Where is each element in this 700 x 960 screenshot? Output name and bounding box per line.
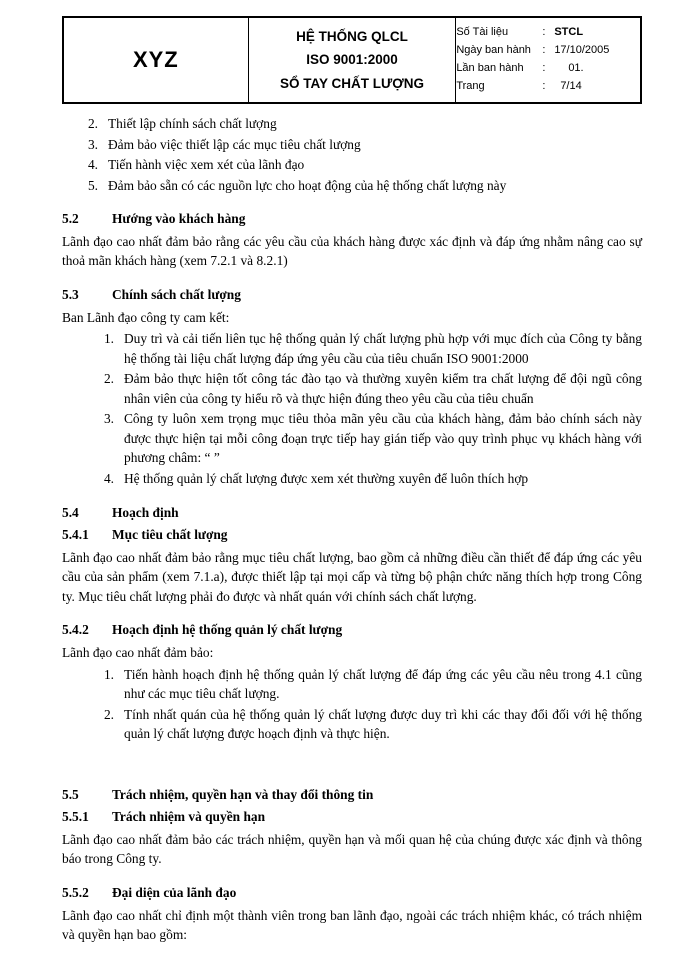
list-item-text: Thiết lập chính sách chất lượng [108, 116, 277, 131]
list-item-text: Tính nhất quán của hệ thống quản lý chất lượng được duy trì khi các thay đổi đối với hệ thống quản lý chất lượng được hoạch định và thực hiện. [124, 706, 642, 742]
section-body-5-5-1: Lãnh đạo cao nhất đảm bảo các trách nhiệm, quyền hạn và mối quan hệ của chúng được xác định và thông báo trong Công ty. [62, 831, 642, 867]
list-item-text: Đảm bảo việc thiết lập các mục tiêu chất lượng [108, 136, 361, 152]
list-item-text: Tiến hành hoạch định hệ thống quản lý chất lượng để đáp ứng các yêu cầu nêu trong 4.1 cũng như các mục tiêu chất lượng. [124, 666, 642, 702]
meta-colon-issue-number: : [542, 62, 546, 74]
meta-value-issue-number: 01. [568, 62, 584, 74]
list-item-text: Hệ thống quản lý chất lượng được xem xét thường xuyên để luôn thích hợp [124, 471, 529, 486]
section-heading-5-4 [62, 503, 642, 523]
meta-value-page: 7/14 [560, 79, 582, 92]
section-title-5-4: Hoạch định [112, 504, 179, 520]
list-item-marker: 1. [103, 331, 114, 347]
list-item [62, 176, 642, 196]
section-title-5-5-1: Trách nhiệm và quyền hạn [112, 809, 266, 825]
header-title-line-2: ISO 9001:2000 [306, 52, 398, 68]
list-item-marker: 2. [103, 706, 114, 722]
meta-label-issue-date: Ngày ban hành [456, 44, 531, 57]
section-body-5-2: Lãnh đạo cao nhất đảm bảo rằng các yêu cầu của khách hàng được xác định và đáp ứng nhằm nâng cao sự thoả mãn khách hàng (xem 7.2.1 và 8.2.1) [62, 233, 642, 269]
header-title-line-1: HỆ THỐNG QLCL [296, 28, 408, 44]
header-title-line-3: SỔ TAY CHẤT LƯỢNG [280, 75, 424, 91]
list-item [62, 135, 642, 155]
list-item-text: Đảm bảo sẵn có các nguồn lực cho hoạt động của hệ thống chất lượng này [108, 177, 507, 193]
document-body [62, 114, 642, 945]
section-number-5-5-1: 5.5.1 [62, 809, 89, 825]
header-title-cell [248, 17, 456, 103]
header-logo-cell [63, 17, 248, 103]
section-intro-5-3: Ban Lãnh đạo công ty cam kết: [62, 309, 230, 325]
meta-label-document-number: Số Tài liệu [456, 26, 509, 39]
list-item-marker: 4. [103, 471, 114, 486]
section-title-5-5: Trách nhiệm, quyền hạn và thay đổi thông tin [112, 786, 374, 802]
list-item [62, 469, 642, 489]
list-item-marker: 2. [87, 116, 98, 131]
meta-value-issue-date: 17/10/2005 [554, 44, 610, 57]
section-number-5-2: 5.2 [62, 211, 79, 227]
section-body-5-5-2: Lãnh đạo cao nhất chỉ định một thành viên trong ban lãnh đạo, ngoài các trách nhiệm khác, có trách nhiệm và quyền hạn bao gồm: [62, 907, 642, 943]
section-title-5-4-1: Mục tiêu chất lượng [112, 527, 228, 543]
section-number-5-5: 5.5 [62, 786, 79, 802]
company-logo-text: XYZ [132, 47, 179, 72]
section-title-5-2: Hướng vào khách hàng [112, 211, 246, 227]
section-gap [62, 745, 642, 785]
list-item [62, 665, 642, 704]
list-item-text: Công ty luôn xem trọng mục tiêu thỏa mãn yêu cầu của khách hàng, đảm bảo chính sách này được thực hiện tại mỗi công đoạn trực tiếp hay gián tiếp vào quy trình phục vụ khách hàng với phương châm: “ ” [124, 411, 642, 466]
list-item-text: Đảm bảo thực hiện tốt công tác đào tạo và thường xuyên kiểm tra chất lượng để đội ngũ công nhân viên của công ty hiểu rõ và thực hiện đúng theo yêu cầu của tiêu chuẩn [124, 371, 642, 406]
meta-label-page: Trang [456, 79, 485, 92]
section-number-5-4-2: 5.4.2 [62, 622, 89, 638]
continued-numbered-list [62, 114, 642, 195]
list-item-text: Tiến hành việc xem xét của lãnh đạo [108, 157, 305, 173]
header-meta-cell [456, 17, 641, 103]
section-number-5-5-2: 5.5.2 [62, 885, 89, 900]
list-item-marker: 5. [87, 177, 98, 193]
list-item [62, 409, 642, 468]
section-heading-5-4-1 [62, 525, 642, 545]
section-title-5-5-2: Đại diện của lãnh đạo [112, 885, 237, 900]
numbered-list-5-4-2 [62, 665, 642, 744]
section-title-5-4-2: Hoạch định hệ thống quản lý chất lượng [112, 622, 343, 638]
list-item [62, 329, 642, 368]
meta-colon-issue-date: : [542, 44, 546, 57]
meta-row-document-number [456, 24, 640, 42]
list-item [62, 155, 642, 175]
list-item-marker: 4. [87, 157, 98, 173]
meta-label-issue-number: Lần ban hành [456, 62, 524, 74]
header-row [63, 17, 641, 103]
list-item-text: Duy trì và cải tiến liên tục hệ thống quản lý chất lượng phù hợp với mục đích của Công ty bằng hệ thống tài liệu chất lượng đáp ứng yêu cầu của tiêu chuẩn ISO 9001:2000 [124, 331, 642, 366]
meta-colon-document-number: : [542, 26, 546, 39]
section-heading-5-4-2 [62, 620, 642, 640]
section-body-5-4-1: Lãnh đạo cao nhất đảm bảo rằng mục tiêu chất lượng, bao gồm cả những điều cần thiết để đáp ứng các yêu cầu của sản phẩm (xem 7.1.a), được thiết lập tại mọi cấp và từng bộ phận chức năng thích hợp trong Công ty. Mục tiêu chất lượng phải đo được và nhất quán với chính sách chất lượng. [62, 549, 642, 604]
list-item [62, 705, 642, 744]
meta-value-document-number: STCL [554, 26, 584, 39]
section-number-5-4: 5.4 [62, 504, 79, 520]
section-number-5-3: 5.3 [62, 286, 79, 302]
list-item-marker: 3. [87, 136, 98, 152]
meta-row-issue-number [456, 60, 640, 78]
section-heading-5-5 [62, 785, 642, 805]
list-item [62, 114, 642, 134]
section-heading-5-2 [62, 209, 642, 229]
section-intro-5-4-2: Lãnh đạo cao nhất đảm bảo: [62, 644, 214, 660]
section-number-5-4-1: 5.4.1 [62, 527, 89, 543]
list-item-marker: 2. [103, 371, 114, 387]
list-item-marker: 3. [103, 411, 114, 427]
list-item [62, 369, 642, 408]
meta-row-page [456, 78, 640, 96]
numbered-list-5-3 [62, 329, 642, 489]
section-heading-5-5-1 [62, 807, 642, 827]
meta-row-issue-date [456, 42, 640, 60]
meta-colon-page: : [542, 79, 546, 92]
document-header-table [62, 16, 642, 104]
section-heading-5-3 [62, 285, 642, 305]
list-item-marker: 1. [103, 666, 114, 682]
section-heading-5-5-2 [62, 883, 642, 903]
section-title-5-3: Chính sách chất lượng [112, 286, 241, 302]
